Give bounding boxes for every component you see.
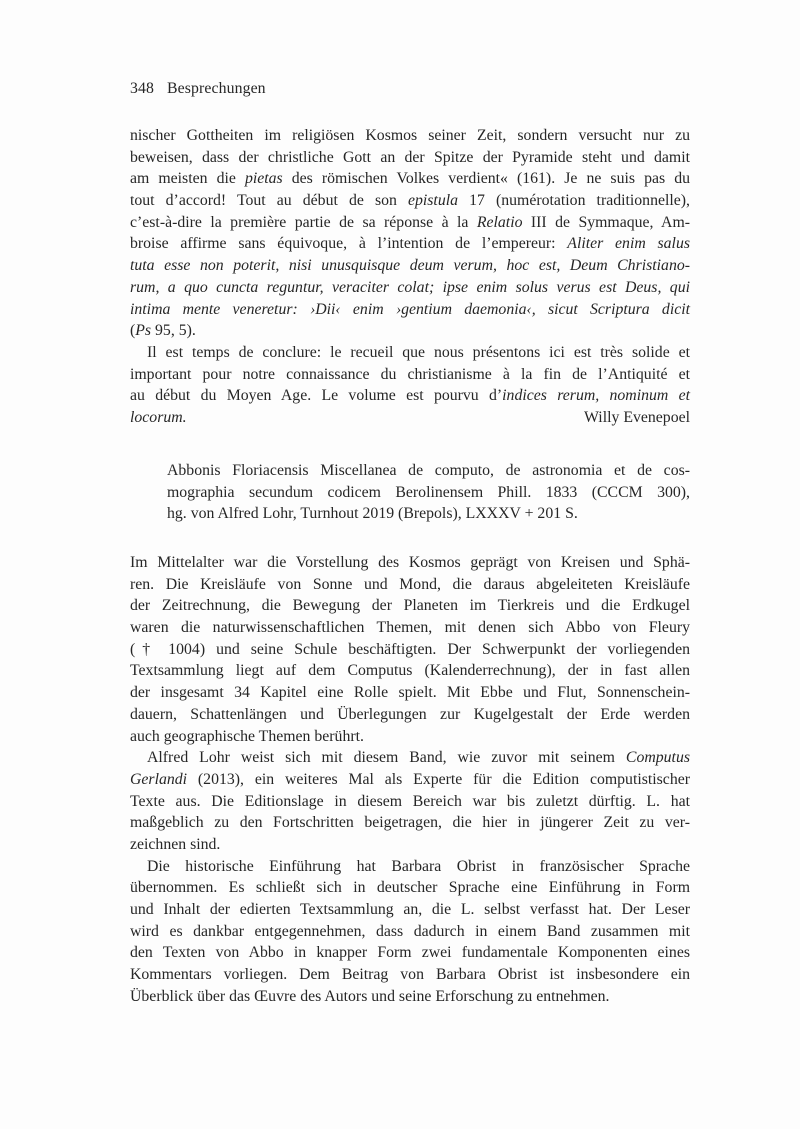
- text-line: beweisen, dass der christliche Gott an der Spitze der Pyramide steht und damit: [130, 148, 690, 166]
- italic-text: Aliter enim salus: [567, 235, 690, 253]
- paragraph: [167, 460, 690, 525]
- paragraph: [130, 125, 690, 342]
- page-header: [130, 78, 266, 100]
- italic-text: Computus: [625, 749, 690, 767]
- review-citation-heading: [167, 460, 690, 525]
- text-line: tout d’accord! Tout au début de son epistula 17 (numérotation traditionnelle),: [130, 192, 690, 210]
- text-line: (Ps 95, 5).: [130, 322, 196, 340]
- text-line: mographia secundum codicem Berolinensem Phill. 1833 (CCCM 300),: [167, 483, 690, 501]
- text-line: important pour notre connaissance du christianisme à la fin de l’Antiquité et: [130, 365, 690, 383]
- text-line: ren. Die Kreisläufe von Sonne und Mond, die daraus abgeleiteten Kreisläufe: [130, 575, 690, 593]
- text-line: [130, 407, 690, 429]
- text-line: Texte aus. Die Editionslage in diesem Bereich war bis zuletzt dürftig. L. hat: [130, 792, 690, 810]
- text-line: Il est temps de conclure: le recueil que nous présentons ici est très solide et: [147, 343, 690, 361]
- reviewer-signature: Willy Evenepoel: [584, 408, 690, 426]
- italic-text: locorum.: [130, 408, 187, 426]
- text-line: Überblick über das Œuvre des Autors und seine Erforschung zu entnehmen.: [130, 987, 610, 1005]
- previous-review-conclusion: [130, 125, 690, 429]
- italic-text: Relatio: [476, 213, 523, 231]
- review-body: [130, 552, 690, 1007]
- italic-text: Ps: [135, 322, 152, 340]
- text-line: [130, 277, 690, 299]
- italic-text: Gerlandi: [130, 770, 188, 788]
- text-line: wird es dankbar entgegennehmen, dass dadurch in einem Band zusammen mit: [130, 922, 690, 940]
- text-line: Die historische Einführung hat Barbara Obrist in französischer Sprache: [147, 857, 690, 875]
- text-line: Alfred Lohr weist sich mit diesem Band, wie zuvor mit seinem Computus: [147, 749, 690, 767]
- text-line: Gerlandi (2013), ein weiteres Mal als Experte für die Edition computistischer: [130, 770, 690, 788]
- text-line: broise affirme sans équivoque, à l’intention de l’empereur: Aliter enim salus: [130, 235, 690, 253]
- text-line: der Zeitrechnung, die Bewegung der Planeten im Tierkreis und die Erdkugel: [130, 597, 690, 615]
- paragraph: [130, 342, 690, 429]
- text-line: [130, 255, 690, 277]
- text-line: der insgesamt 34 Kapitel eine Rolle spielt. Mit Ebbe und Flut, Sonnenschein-: [130, 684, 690, 702]
- text-line: Im Mittelalter war die Vorstellung des Kosmos geprägt von Kreisen und Sphä-: [130, 554, 690, 571]
- paragraph: [130, 552, 690, 747]
- text-line: Abbonis Floriacensis Miscellanea de computo, de astronomia et de cos-: [167, 462, 690, 479]
- text-line: den Texten von Abbo in knapper Form zwei fundamentale Komponenten eines: [130, 944, 690, 962]
- text-line: († 1004) und seine Schule beschäftigten. Der Schwerpunkt der vorliegenden: [130, 640, 690, 658]
- italic-text: pietas: [244, 170, 283, 188]
- paragraph: [130, 747, 690, 855]
- paragraph-end-text: [130, 407, 187, 429]
- italic-text: epistula: [407, 192, 459, 210]
- text-line: zeichnen sind.: [130, 835, 221, 853]
- text-line: au début du Moyen Age. Le volume est pourvu d’indices rerum, nominum et: [130, 387, 690, 405]
- text-line: und Inhalt der edierten Textsammlung an, die L. selbst verfasst hat. Der Leser: [130, 901, 690, 918]
- text-line: [130, 299, 690, 321]
- text-line: waren die naturwissenschaftlichen Themen, mit denen sich Abbo von Fleury: [130, 619, 690, 637]
- paragraph: [130, 856, 690, 1008]
- text-line: c’est-à-dire la première partie de sa réponse à la Relatio III de Symmaque, Am-: [130, 213, 690, 231]
- text-line: Kommentars vorliegen. Dem Beitrag von Barbara Obrist ist insbesondere ein: [130, 966, 690, 984]
- text-line: nischer Gottheiten im religiösen Kosmos seiner Zeit, sondern versucht nur zu: [130, 127, 690, 144]
- italic-text: rum, a quo cuncta reguntur, veraciter colat; ipse enim solus verus est Deus, qui: [130, 278, 690, 296]
- italic-text: tuta esse non poterit, nisi unusquisque deum verum, hoc est, Deum Christiano-: [130, 257, 690, 275]
- italic-text: indices rerum, nominum et: [502, 387, 690, 405]
- text-line: am meisten die pietas des römischen Volkes verdient« (161). Je ne suis pas du: [130, 170, 690, 188]
- text-line: auch geographische Themen berührt.: [130, 727, 364, 745]
- page-number: 348: [130, 80, 154, 97]
- text-line: übernommen. Es schließt sich in deutscher Sprache eine Einführung in Form: [130, 879, 690, 897]
- text-line: Textsammlung liegt auf dem Computus (Kalenderrechnung), der in fast allen: [130, 662, 690, 680]
- italic-text: intima mente veneretur: ›Dii‹ enim ›gentium daemonia‹, sicut Scriptura dicit: [130, 300, 690, 318]
- text-line: maßgeblich zu den Fortschritten beigetragen, die hier in jüngerer Zeit zu ver-: [130, 814, 690, 832]
- text-line: hg. von Alfred Lohr, Turnhout 2019 (Brepols), LXXXV + 201 S.: [167, 505, 578, 523]
- text-line: dauern, Schattenlängen und Überlegungen zur Kugelgestalt der Erde werden: [130, 705, 690, 723]
- running-head-title: Besprechungen: [167, 80, 266, 97]
